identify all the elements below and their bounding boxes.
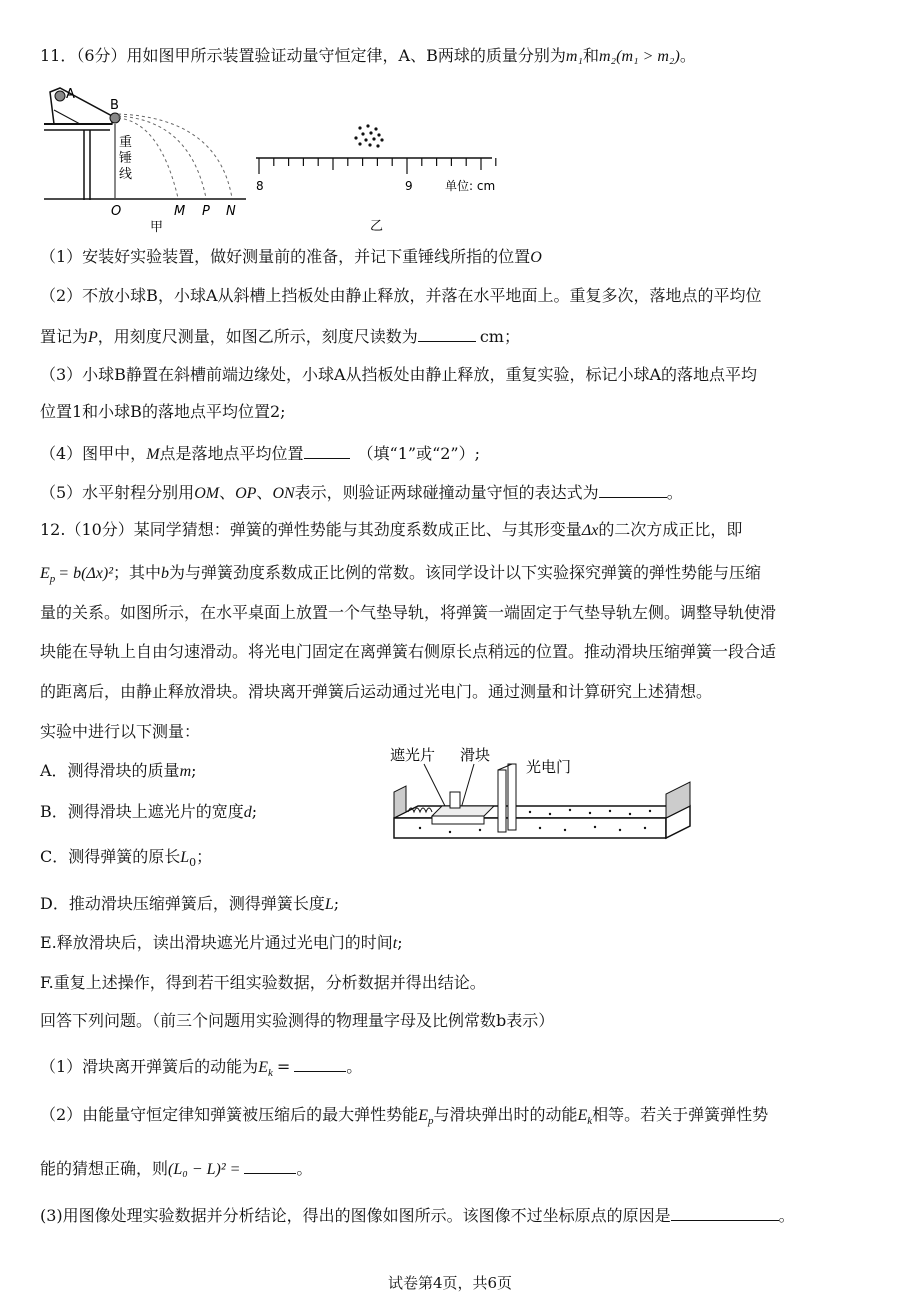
landing-dots [354, 124, 383, 147]
q12-line2 [40, 561, 761, 591]
q12-line2-a: ；其中 [113, 563, 162, 582]
label-slider: 滑块 [460, 746, 491, 764]
item-c-text: C．测得弹簧的原长 [40, 847, 181, 866]
q11-title-text: 11．（6分）用如图甲所示装置验证动量守恒定律，A、B两球的质量分别为 [40, 46, 566, 65]
q12-part1 [40, 1053, 362, 1085]
part2-c: 相等。若关于弹簧弹性势 [592, 1105, 769, 1124]
q12-line4-text: 块能在导轨上自由匀速滑动。将光电门固定在离弹簧右侧原长点稍远的位置。推动滑块压缩弹簧一段合适 [40, 642, 777, 661]
plumb-char-2: 锤 [119, 151, 133, 166]
plumb-char-1: 重 [119, 135, 133, 150]
q11-step3b [40, 400, 286, 424]
op-symbol: OP [235, 485, 257, 502]
q12-line3 [40, 601, 776, 625]
label-b: B [110, 98, 119, 113]
item-b-var: d [243, 804, 252, 821]
q12-line1-pre: 12.（10分）某同学猜想：弹簧的弹性势能与其劲度系数成正比、与其形变量 [40, 520, 582, 539]
part3-end: 。 [778, 1206, 795, 1225]
q11-step4-post: （填“1”或“2”）; [357, 444, 481, 463]
part2-expr: (L₀ − L)² = [168, 1161, 241, 1178]
label-n: N [226, 204, 236, 219]
part1-text: （1）滑块离开弹簧后的动能为 [40, 1057, 259, 1076]
q12-line6-text: 实验中进行以下测量： [40, 722, 201, 741]
label-a: A [66, 87, 75, 102]
q11-step4-mid: 点是落地点平均位置 [159, 444, 304, 463]
part1-e-sub: k [267, 1067, 273, 1080]
formula-e: E [40, 565, 50, 582]
part2-b: 与滑块弹出时的动能 [433, 1105, 578, 1124]
sep-1: 、 [219, 483, 236, 502]
q12-item-d [40, 892, 339, 917]
sep-2: 、 [256, 483, 273, 502]
q11-step5-post: 表示，则验证两球碰撞动量守恒的表达式为 [294, 483, 599, 502]
q11-step1 [40, 245, 542, 270]
mass-condition: (m₁ > m₂) [616, 48, 680, 65]
q11-step5-end: 。 [666, 483, 683, 502]
item-a-var: m [179, 763, 192, 780]
item-d-end: ; [333, 894, 340, 913]
ball-a [55, 91, 65, 101]
on-symbol: ON [272, 485, 295, 502]
item-f-text: F.重复上述操作，得到若干组实验数据，分析数据并得出结论。 [40, 973, 486, 992]
part2-a: （2）由能量守恒定律知弹簧被压缩后的最大弹性势能 [40, 1105, 419, 1124]
figure-jia [40, 82, 250, 234]
q12-line1-post: 的二次方成正比，即 [598, 520, 743, 539]
part2-ek: E [577, 1107, 588, 1124]
label-p: P [202, 204, 210, 219]
answer-blank-compression[interactable] [244, 1155, 296, 1174]
answer-blank-ruler[interactable] [418, 323, 476, 342]
q12-item-c [40, 845, 212, 875]
q11-step5 [40, 479, 683, 506]
q12-item-e [40, 931, 403, 956]
q11-step1-text: （1）安装好实验装置，做好测量前的准备，并记下重锤线所指的位置 [40, 247, 531, 266]
ruler-ticks [259, 158, 496, 174]
item-d-var: L [324, 896, 334, 913]
label-shade: 遮光片 [390, 746, 436, 764]
q11-step2a-text: （2）不放小球B，小球A从斜槽上挡板处由静止释放，并落在水平地面上。重复多次，落地点的平均位 [40, 286, 762, 305]
q12-line1 [40, 518, 742, 543]
q11-step2b [40, 323, 520, 350]
q11-step4 [40, 440, 480, 467]
figure-yi [250, 118, 520, 236]
part2-ek-sub: k [587, 1115, 593, 1128]
q12-item-a [40, 759, 197, 784]
q12-note [40, 1009, 554, 1033]
answer-blank-expression[interactable] [599, 479, 667, 498]
part1-eq: = [276, 1057, 291, 1076]
q11-step1-o: O [530, 249, 542, 266]
part2-ep: E [418, 1107, 428, 1124]
label-o: O [111, 204, 122, 219]
tick-label-8: 8 [256, 179, 264, 193]
q11-step2b-p: P [88, 329, 98, 346]
part2-ep-sub: p [427, 1115, 434, 1128]
part2-d: 能的猜想正确，则 [40, 1159, 169, 1178]
q11-title [40, 44, 696, 69]
item-b-end: ; [251, 802, 258, 821]
q12-part3 [40, 1202, 795, 1228]
item-c-end: ； [196, 847, 213, 866]
q11-step2b-unit: cm； [479, 327, 520, 346]
q12-part2a [40, 1103, 768, 1133]
item-e-var: t [392, 935, 398, 952]
om-symbol: OM [194, 485, 220, 502]
item-a-end: ; [191, 761, 197, 780]
formula-e-sub: p [49, 573, 56, 586]
tick-label-9: 9 [405, 179, 413, 193]
q12-line5-text: 的距离后，由静止释放滑块。滑块离开弹簧后运动通过光电门。通过测量和计算研究上述猜想。 [40, 682, 713, 701]
item-a-text: A．测得滑块的质量 [40, 761, 180, 780]
q12-item-b [40, 800, 257, 825]
ruler-unit: 单位: cm [445, 179, 496, 193]
delta-x-symbol: Δx [581, 522, 599, 539]
q11-step3a [40, 363, 757, 387]
q12-line5 [40, 680, 712, 704]
item-b-text: B．测得滑块上遮光片的宽度 [40, 802, 244, 821]
part3-text: (3)用图像处理实验数据并分析结论，得出的图像如图所示。该图像不过坐标原点的原因是 [40, 1206, 671, 1225]
q11-step3b-text: 位置1和小球B的落地点平均位置2; [40, 402, 286, 421]
q12-line6 [40, 720, 200, 744]
q12-line2-c: 为与弹簧劲度系数成正比例的常数。该同学设计以下实验探究弹簧的弹性势能与压缩 [169, 563, 762, 582]
item-c-sub: 0 [189, 856, 197, 870]
q12-item-f [40, 971, 486, 995]
q11-step2b-pre: 置记为 [40, 327, 89, 346]
q12-line4 [40, 640, 776, 664]
formula-rest: = b(Δx)² [58, 565, 114, 582]
q11-step2b-mid: ，用刻度尺测量，如图乙所示，刻度尺读数为 [97, 327, 418, 346]
label-gate: 光电门 [526, 758, 572, 776]
q12-part2b [40, 1155, 312, 1182]
part2-end: 。 [296, 1159, 313, 1178]
caption-yi: 乙 [370, 219, 384, 234]
answer-blank-m-position[interactable] [304, 440, 350, 459]
q11-step3a-text: （3）小球B静置在斜槽前端边缘处，小球A从挡板处由静止释放，重复实验，标记小球A的落地点平均 [40, 365, 758, 384]
page-footer: 试卷第4页，共6页 [387, 1274, 513, 1292]
part1-end: 。 [346, 1057, 363, 1076]
q12-note-text: 回答下列问题。（前三个问题用实验测得的物理量字母及比例常数b表示） [40, 1011, 555, 1030]
item-e-text: E.释放滑块后，读出滑块遮光片通过光电门的时间 [40, 933, 393, 952]
m1-symbol: m₁ [565, 48, 583, 65]
item-c-var: L [180, 849, 190, 866]
m2-symbol: m₂ [599, 48, 617, 65]
and-word: 和 [582, 46, 599, 65]
item-d-text: D．推动滑块压缩弹簧后，测得弹簧长度 [40, 894, 325, 913]
air-track-figure [390, 742, 700, 850]
q12-line2-b: b [161, 565, 170, 582]
label-m: M [174, 204, 186, 219]
caption-jia: 甲 [150, 220, 164, 234]
plumb-char-3: 线 [119, 167, 133, 182]
answer-blank-ek[interactable] [294, 1053, 346, 1072]
part1-e: E [258, 1059, 268, 1076]
q11-step4-m: M [146, 446, 160, 463]
answer-blank-reason[interactable] [671, 1202, 779, 1221]
q11-step5-pre: （5）水平射程分别用 [40, 483, 195, 502]
q11-step2a [40, 284, 762, 308]
item-e-end: ; [397, 933, 403, 952]
q12-line3-text: 量的关系。如图所示，在水平桌面上放置一个气垫导轨，将弹簧一端固定于气垫导轨左侧。调整导轨使滑 [40, 603, 777, 622]
q11-title-end: 。 [679, 46, 696, 65]
q11-step4-pre: （4）图甲中， [40, 444, 147, 463]
